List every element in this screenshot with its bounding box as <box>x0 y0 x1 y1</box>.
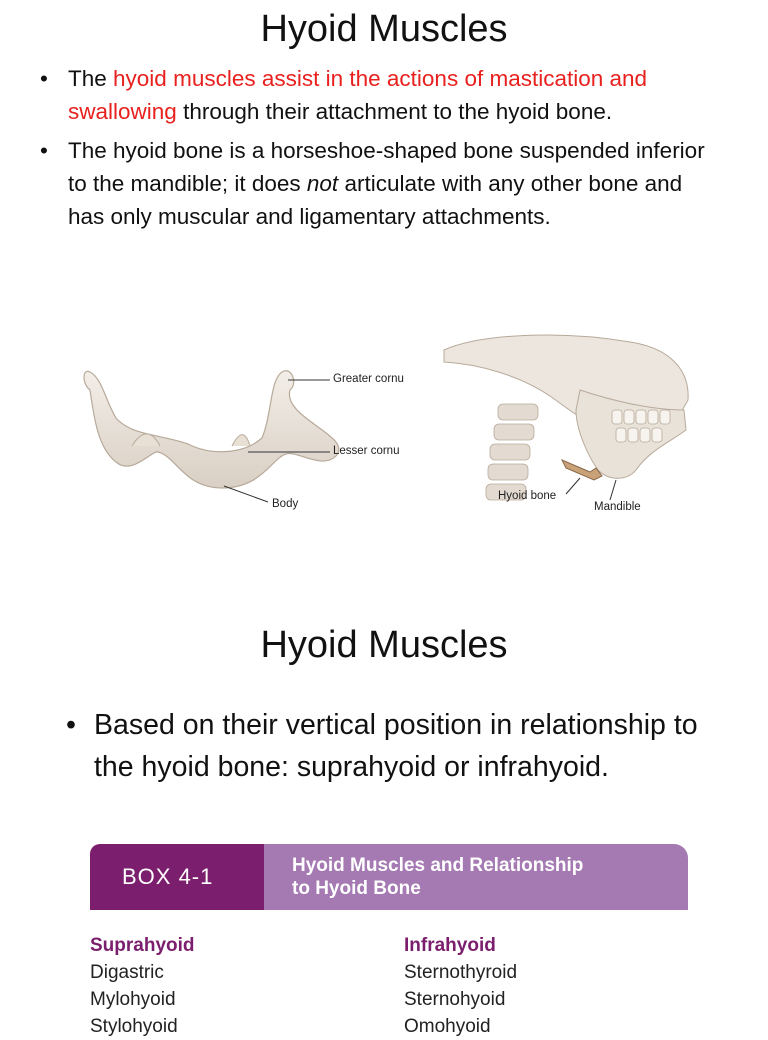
bullet-text: through their attachment to the hyoid bone. <box>176 99 613 124</box>
hyoid-bone-illustration <box>72 338 432 520</box>
highlight-text: hyoid muscles assist in the actions of mastication and swallowing <box>68 66 648 124</box>
emphasis-text: not <box>306 171 339 196</box>
slide-title: Hyoid Muscles <box>260 8 508 50</box>
bullet-text: The hyoid bone is a horseshoe-shaped bone suspended inferior to the mandible; it does <box>68 138 705 196</box>
hyoid-bone-shape <box>84 371 339 488</box>
bullet-text: The <box>68 66 114 91</box>
bullet-item <box>40 134 720 233</box>
hyoid-bone-figure <box>72 338 432 520</box>
box-4-1 <box>90 844 688 1037</box>
list-item: Sternothyroid <box>404 962 518 983</box>
bullet-item <box>40 62 720 128</box>
label-greater-cornu: Greater cornu <box>333 373 404 385</box>
label-body: Body <box>272 498 299 510</box>
slide-title: Hyoid Muscles <box>260 624 508 666</box>
list-item: Stylohyoid <box>90 1016 178 1037</box>
box-header <box>90 844 688 910</box>
box-title-line: to Hyoid Bone <box>292 878 421 899</box>
list-item: Mylohyoid <box>90 989 176 1010</box>
bullet-list <box>66 704 726 794</box>
column-heading: Infrahyoid <box>404 935 496 956</box>
bullet-item: • Based on their vertical position in relationship to the hyoid bone: suprahyoid or infrahyoid. <box>66 704 726 788</box>
label-lesser-cornu: Lesser cornu <box>333 445 400 457</box>
box-title-line: Hyoid Muscles and Relationship <box>292 855 584 876</box>
box-number: BOX 4-1 <box>90 844 264 910</box>
list-item: Sternohyoid <box>404 989 506 1010</box>
skull-illustration <box>440 330 696 520</box>
column-heading: Suprahyoid <box>90 935 195 956</box>
label-hyoid-bone: Hyoid bone <box>498 490 557 502</box>
label-mandible: Mandible <box>594 501 641 513</box>
bullet-list <box>40 62 720 239</box>
list-item: Omohyoid <box>404 1016 491 1037</box>
skull-neck-figure <box>440 330 696 520</box>
list-item: Digastric <box>90 962 164 983</box>
slide-2 <box>0 600 768 1037</box>
bullet-text: articulate with any other bone and has only muscular and ligamentary attachments. <box>68 171 683 229</box>
box-title <box>264 844 688 910</box>
